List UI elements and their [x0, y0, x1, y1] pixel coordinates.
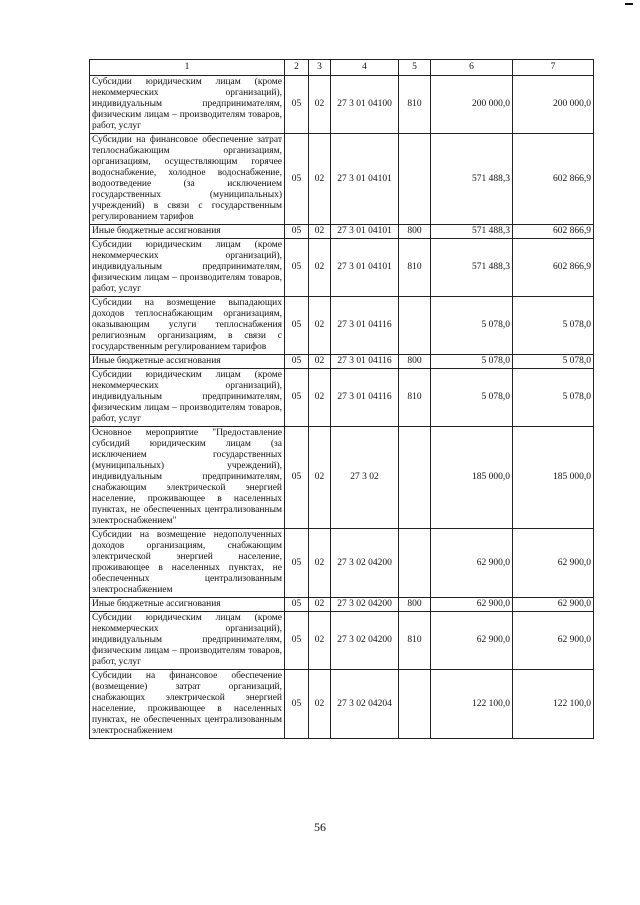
- table-row: [90, 598, 594, 612]
- table-row: [90, 355, 594, 369]
- section-code: 05: [285, 239, 309, 297]
- subsection-code: 02: [309, 76, 331, 134]
- amount-col7: 602 866,9: [513, 134, 594, 225]
- expense-type-code: [399, 297, 431, 355]
- row-description: Субсидии юридическим лицам (кроме некоммерческих организаций), индивидуальным предпринимателям, физическим лицам – производителям товаров, работ, услуг: [90, 369, 285, 427]
- amount-col7: 122 100,0: [513, 670, 594, 739]
- amount-col7: 185 000,0: [513, 427, 594, 529]
- subsection-code: 02: [309, 529, 331, 598]
- amount-col6: 185 000,0: [431, 427, 513, 529]
- expense-type-code: 800: [399, 598, 431, 612]
- amount-col7: 602 866,9: [513, 239, 594, 297]
- expense-type-code: [399, 427, 431, 529]
- section-code: 05: [285, 598, 309, 612]
- section-code: 05: [285, 76, 309, 134]
- amount-col6: 200 000,0: [431, 76, 513, 134]
- column-header: 2: [285, 60, 309, 76]
- amount-col7: 62 900,0: [513, 598, 594, 612]
- amount-col7: 200 000,0: [513, 76, 594, 134]
- amount-col6: 571 488,3: [431, 225, 513, 239]
- section-code: 05: [285, 427, 309, 529]
- section-code: 05: [285, 529, 309, 598]
- target-article-code: 27 3 02 04204: [331, 670, 399, 739]
- amount-col7: 5 078,0: [513, 355, 594, 369]
- column-header: 1: [90, 60, 285, 76]
- section-code: 05: [285, 134, 309, 225]
- expense-type-code: 800: [399, 355, 431, 369]
- amount-col6: 5 078,0: [431, 369, 513, 427]
- amount-col7: 5 078,0: [513, 369, 594, 427]
- expense-type-code: 800: [399, 225, 431, 239]
- expense-type-code: 810: [399, 76, 431, 134]
- amount-col6: 122 100,0: [431, 670, 513, 739]
- amount-col7: 602 866,9: [513, 225, 594, 239]
- table-row: [90, 529, 594, 598]
- subsection-code: 02: [309, 134, 331, 225]
- subsection-code: 02: [309, 427, 331, 529]
- target-article-code: 27 3 01 04101: [331, 134, 399, 225]
- table-row: [90, 612, 594, 670]
- table-row: [90, 297, 594, 355]
- expense-type-code: [399, 529, 431, 598]
- table-row: [90, 239, 594, 297]
- section-code: 05: [285, 612, 309, 670]
- amount-col6: 5 078,0: [431, 355, 513, 369]
- section-code: 05: [285, 369, 309, 427]
- amount-col6: 5 078,0: [431, 297, 513, 355]
- target-article-code: 27 3 01 04116: [331, 355, 399, 369]
- amount-col6: 62 900,0: [431, 612, 513, 670]
- corner-mark: [625, 3, 633, 5]
- amount-col7: 5 078,0: [513, 297, 594, 355]
- target-article-code: 27 3 02 04200: [331, 612, 399, 670]
- expense-type-code: [399, 670, 431, 739]
- target-article-code: 27 3 01 04101: [331, 225, 399, 239]
- row-description: Субсидии юридическим лицам (кроме некоммерческих организаций), индивидуальным предпринимателям, физическим лицам – производителям товаров, работ, услуг: [90, 76, 285, 134]
- target-article-code: 27 3 01 04116: [331, 369, 399, 427]
- column-header: 7: [513, 60, 594, 76]
- amount-col6: 571 488,3: [431, 239, 513, 297]
- expense-type-code: 810: [399, 612, 431, 670]
- table-row: [90, 134, 594, 225]
- target-article-code: 27 3 02 04200: [331, 598, 399, 612]
- column-header: 3: [309, 60, 331, 76]
- section-code: 05: [285, 355, 309, 369]
- table-row: [90, 427, 594, 529]
- column-header: 6: [431, 60, 513, 76]
- row-description: Основное мероприятие "Предоставление субсидий юридическим лицам (за исключением государственных (муниципальных) учреждений), индивидуальным предпринимателям, снабжающим электрической энергией население, проживающее в населенных пунктах, не обеспеченных централизованным электроснабжением": [90, 427, 285, 529]
- amount-col7: 62 900,0: [513, 612, 594, 670]
- row-description: Иные бюджетные ассигнования: [90, 598, 285, 612]
- table-row: [90, 76, 594, 134]
- target-article-code: 27 3 01 04100: [331, 76, 399, 134]
- column-header: 5: [399, 60, 431, 76]
- section-code: 05: [285, 297, 309, 355]
- table-row: [90, 369, 594, 427]
- row-description: Субсидии на финансовое обеспечение затрат теплоснабжающим организациям, организациям, осуществляющим горячее водоснабжение, холодное водоснабжение, водоотведение (за исключением государственных (муниципальных) учреждений) в связи с государственным регулированием тарифов: [90, 134, 285, 225]
- amount-col6: 62 900,0: [431, 529, 513, 598]
- expense-type-code: [399, 134, 431, 225]
- subsection-code: 02: [309, 297, 331, 355]
- section-code: 05: [285, 225, 309, 239]
- row-description: Субсидии юридическим лицам (кроме некоммерческих организаций), индивидуальным предпринимателям, физическим лицам – производителям товаров, работ, услуг: [90, 612, 285, 670]
- target-article-code: 27 3 02 04200: [331, 529, 399, 598]
- subsection-code: 02: [309, 225, 331, 239]
- budget-table: [89, 59, 594, 739]
- row-description: Субсидии на финансовое обеспечение (возмещение) затрат организаций, снабжающих электрической энергией население, проживающее в населенных пунктах, не обеспеченных централизованным электроснабжением: [90, 670, 285, 739]
- table-row: [90, 225, 594, 239]
- subsection-code: 02: [309, 670, 331, 739]
- expense-type-code: 810: [399, 369, 431, 427]
- amount-col6: 571 488,3: [431, 134, 513, 225]
- page-number: 56: [314, 820, 326, 834]
- target-article-code: 27 3 01 04116: [331, 297, 399, 355]
- section-code: 05: [285, 670, 309, 739]
- subsection-code: 02: [309, 598, 331, 612]
- amount-col7: 62 900,0: [513, 529, 594, 598]
- row-description: Иные бюджетные ассигнования: [90, 225, 285, 239]
- amount-col6: 62 900,0: [431, 598, 513, 612]
- table-row: [90, 670, 594, 739]
- header-row: [90, 60, 594, 76]
- row-description: Субсидии на возмещение выпадающих доходов теплоснабжающим организациям, оказывающим услуги теплоснабжения религиозным организациям, в связи с государственным регулированием тарифов: [90, 297, 285, 355]
- row-description: Субсидии на возмещение недополученных доходов организациям, снабжающим электрической энергией население, проживающее в населенных пунктах, не обеспеченных централизованным электроснабжением: [90, 529, 285, 598]
- subsection-code: 02: [309, 355, 331, 369]
- row-description: Субсидии юридическим лицам (кроме некоммерческих организаций), индивидуальным предпринимателям, физическим лицам – производителям товаров, работ, услуг: [90, 239, 285, 297]
- target-article-code: 27 3 01 04101: [331, 239, 399, 297]
- subsection-code: 02: [309, 612, 331, 670]
- column-header: 4: [331, 60, 399, 76]
- subsection-code: 02: [309, 369, 331, 427]
- target-article-code: 27 3 02: [331, 427, 399, 529]
- row-description: Иные бюджетные ассигнования: [90, 355, 285, 369]
- expense-type-code: 810: [399, 239, 431, 297]
- subsection-code: 02: [309, 239, 331, 297]
